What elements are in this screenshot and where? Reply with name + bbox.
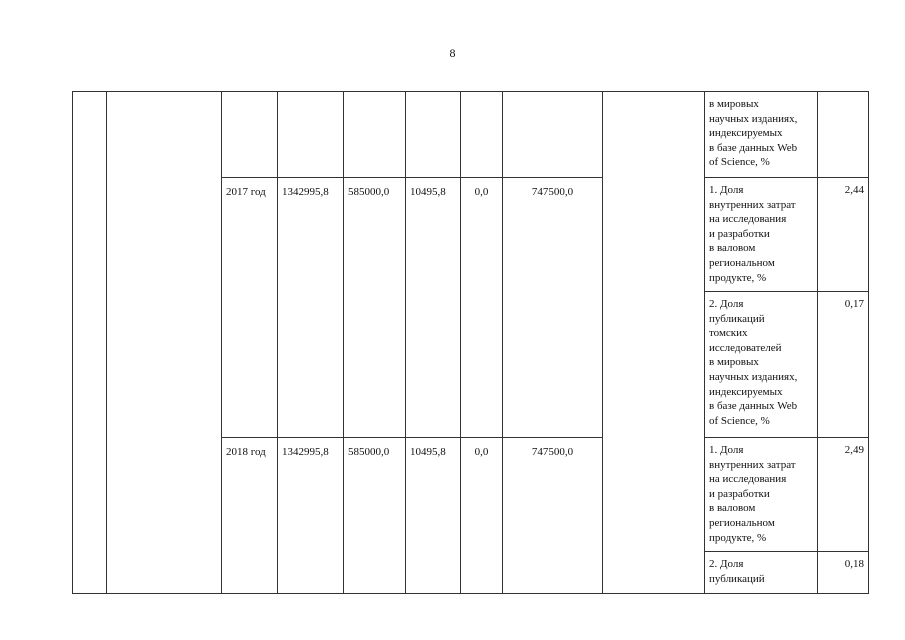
task-name-cell: [107, 92, 222, 594]
col5-cell-empty: [503, 92, 603, 178]
col4-value: 0,0: [474, 186, 489, 198]
indicator-name-cell: [705, 178, 818, 292]
indicator-name: 2. Доля публикаций: [709, 558, 765, 585]
indicator-value: [818, 92, 868, 97]
indicator-name-cell: [705, 292, 818, 438]
col5-value: 747500,0: [531, 446, 574, 458]
year-label: 2017 год: [226, 186, 266, 198]
col4-cell-empty: [461, 92, 503, 178]
col3-cell-empty: [406, 92, 461, 178]
indicator-name-cell: [705, 438, 818, 552]
year-cell: [222, 178, 278, 438]
total-cell-empty: [278, 92, 344, 178]
responsible-cell: [603, 92, 705, 594]
col2-value: 585000,0: [348, 446, 390, 458]
indicator-name: 1. Доля внутренних затрат на исследования и разработки в валовом региональном продукте, %: [709, 444, 796, 544]
col2-value: 585000,0: [348, 186, 390, 198]
indicator-name: 2. Доля публикаций томских исследователей в мировых научных изданиях, индексируемых в базе данных Web of Science, %: [709, 298, 798, 427]
indicator-value-cell: [818, 438, 869, 552]
indicator-value-cell: [818, 92, 869, 178]
indicator-value: 2,44: [844, 184, 864, 196]
indicator-name: в мировых научных изданиях, индексируемых в базе данных Web of Science, %: [709, 98, 798, 169]
year-cell: [222, 438, 278, 594]
col2-cell: [344, 438, 406, 594]
indicator-name: 1. Доля внутренних затрат на исследования и разработки в валовом региональном продукте, %: [709, 184, 796, 284]
indicator-value-cell: [818, 292, 869, 438]
col3-cell: [406, 178, 461, 438]
total-cell: [278, 438, 344, 594]
number-cell: [73, 92, 107, 594]
col3-cell: [406, 438, 461, 594]
year-label: 2018 год: [226, 446, 266, 458]
col4-cell: [461, 438, 503, 594]
indicator-value: 0,18: [844, 558, 864, 570]
indicator-value: 2,49: [844, 444, 864, 456]
col5-cell: [503, 438, 603, 594]
indicator-value: 0,17: [844, 298, 864, 310]
indicator-value-cell: [818, 552, 869, 594]
col5-cell: [503, 178, 603, 438]
col4-cell: [461, 178, 503, 438]
total-cell: [278, 178, 344, 438]
table-row-continuation: [73, 92, 869, 178]
program-funding-table: [72, 91, 869, 594]
col5-value: 747500,0: [531, 186, 574, 198]
col4-value: 0,0: [474, 446, 489, 458]
page-number: 8: [449, 46, 456, 60]
col2-cell-empty: [344, 92, 406, 178]
col3-value: 10495,8: [410, 446, 446, 458]
total-value: 1342995,8: [282, 446, 329, 458]
col2-cell: [344, 178, 406, 438]
indicator-name-cell: [705, 552, 818, 594]
year-cell-empty: [222, 92, 278, 178]
indicator-name-cell: [705, 92, 818, 178]
total-value: 1342995,8: [282, 186, 329, 198]
col3-value: 10495,8: [410, 186, 446, 198]
indicator-value-cell: [818, 178, 869, 292]
